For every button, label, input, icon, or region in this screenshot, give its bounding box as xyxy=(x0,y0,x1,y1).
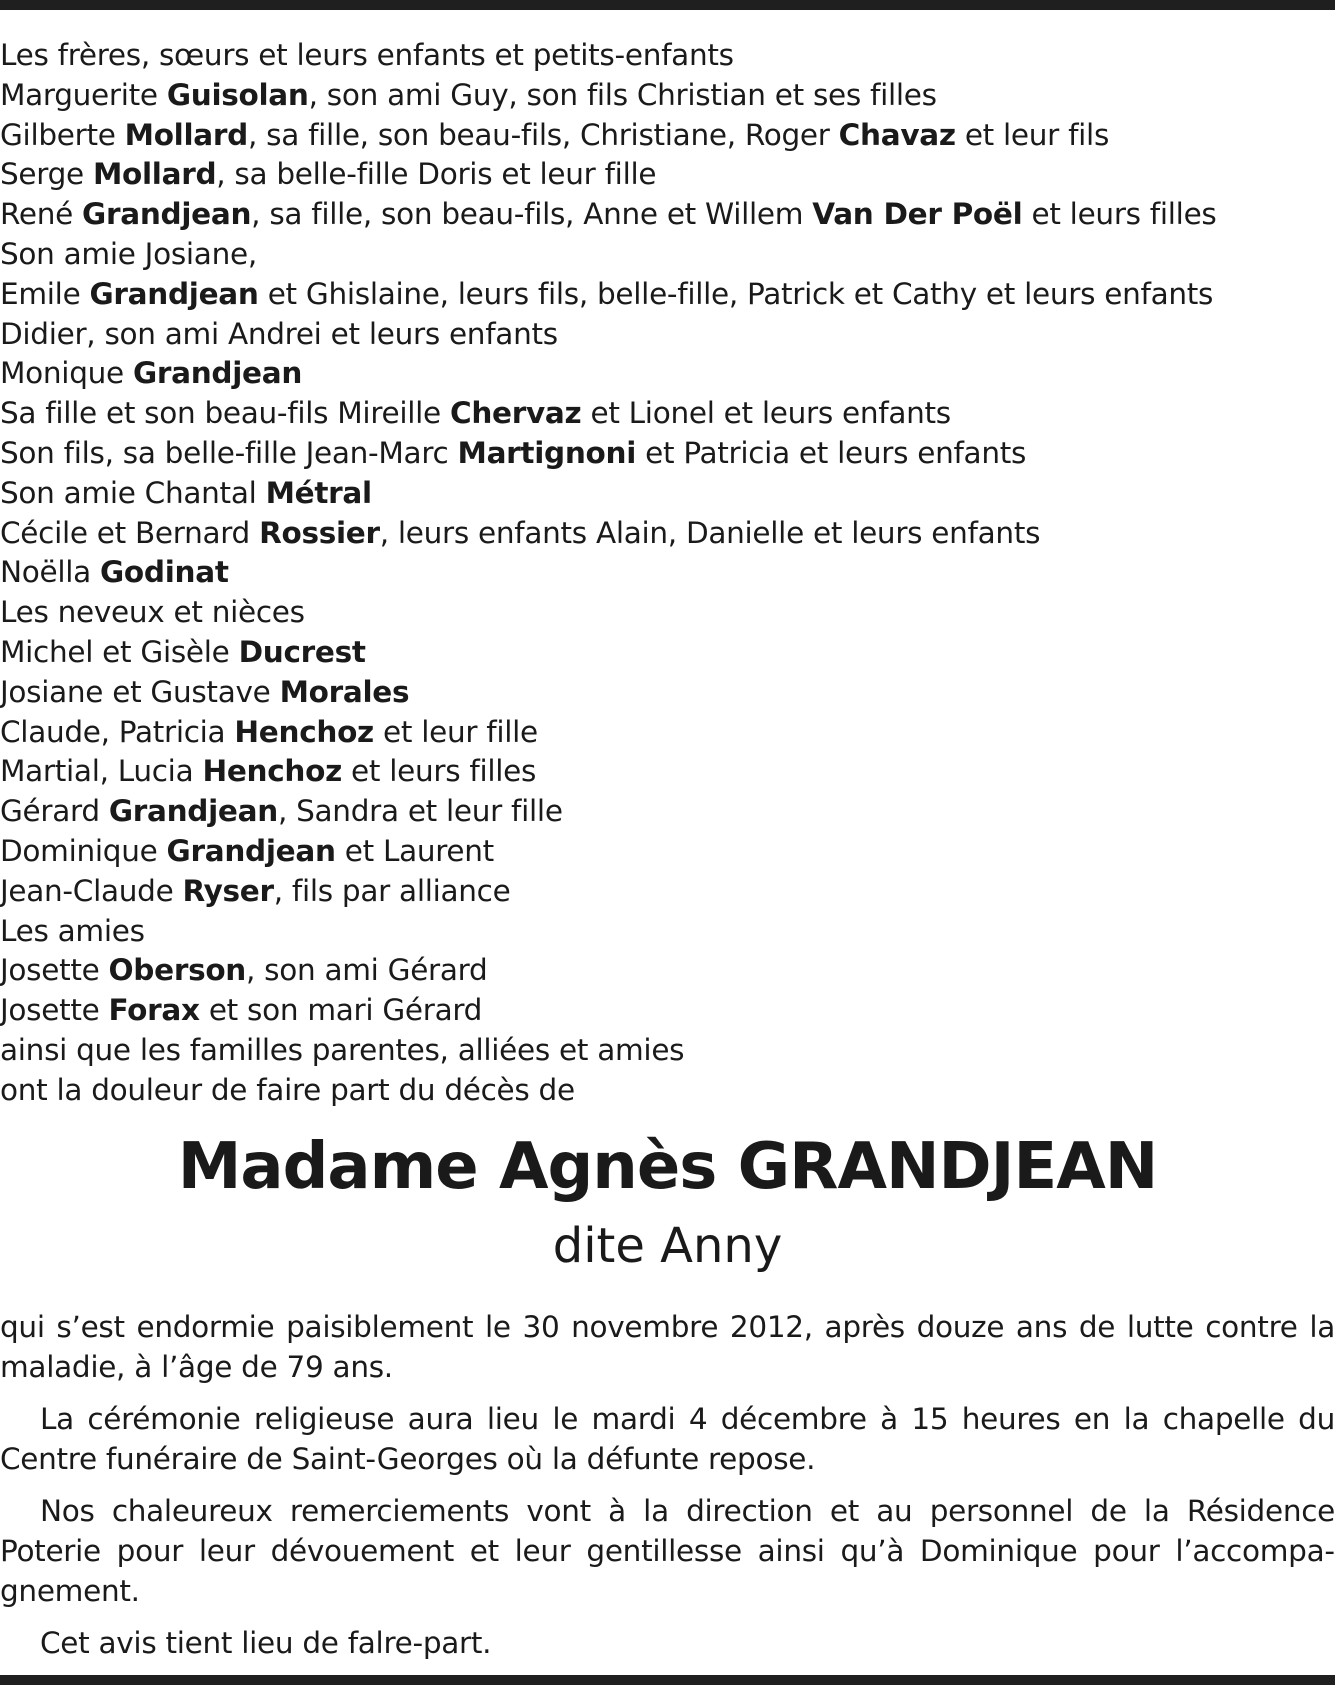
announcer-text: , son ami Guy, son fils Christian et ses filles xyxy=(308,77,937,112)
announcer-text: Marguerite xyxy=(0,77,167,112)
announcer-line xyxy=(0,1031,1335,1071)
announcer-text: Emile xyxy=(0,276,90,311)
announcer-line xyxy=(0,713,1335,753)
announcer-text: ont la douleur de faire part du décès de xyxy=(0,1072,575,1107)
announcer-line xyxy=(0,593,1335,633)
announcer-line xyxy=(0,752,1335,792)
announcer-text: Michel et Gisèle xyxy=(0,634,239,669)
ceremony-paragraph: La cérémonie religieuse aura lieu le mardi 4 décembre à 15 heures en la chapelle du Centre funéraire de Saint-Georges où la défunte repose. xyxy=(0,1401,1335,1476)
announcer-line xyxy=(0,36,1335,76)
announcer-text: et Laurent xyxy=(335,833,494,868)
family-name: Grandjean xyxy=(89,276,259,311)
announcer-text: et Patricia et leurs enfants xyxy=(636,435,1027,470)
announcer-text: Martial, Lucia xyxy=(0,754,203,789)
announcer-text: , sa fille, son beau-fils, Christiane, Roger xyxy=(247,117,839,152)
announcer-text: et leur fils xyxy=(955,117,1110,152)
announcer-line xyxy=(0,116,1335,156)
announcer-line xyxy=(0,434,1335,474)
announcer-text: Les neveux et nièces xyxy=(0,595,305,630)
family-name: Ducrest xyxy=(238,634,366,669)
announcer-line xyxy=(0,195,1335,235)
announcers-list xyxy=(0,36,1335,1111)
family-name: Oberson xyxy=(108,953,247,988)
family-name: Grandjean xyxy=(132,356,303,391)
announcer-line xyxy=(0,912,1335,952)
announcer-text: et Ghislaine, leurs fils, belle-fille, Patrick et Cathy et leurs enfants xyxy=(258,276,1214,311)
announcer-text: , son ami Gérard xyxy=(246,953,488,988)
family-name: Mollard xyxy=(124,117,248,152)
announcer-text: , sa fille, son beau-fils, Anne et Willem xyxy=(251,197,813,232)
announcer-text: Gilberte xyxy=(0,117,125,152)
announcer-line xyxy=(0,315,1335,355)
announcer-text: Claude, Patricia xyxy=(0,714,235,749)
announcer-line xyxy=(0,275,1335,315)
announcer-text: Sa fille et son beau-fils Mireille xyxy=(0,396,450,431)
announcer-text: et leurs filles xyxy=(1022,197,1217,232)
announcer-text: Les frères, sœurs et leurs enfants et petits-enfants xyxy=(0,38,734,72)
announcer-line xyxy=(0,673,1335,713)
family-name: Grandjean xyxy=(166,833,336,868)
announcer-text: Dominique xyxy=(0,833,167,868)
announcer-line xyxy=(0,951,1335,991)
family-name: Chavaz xyxy=(838,117,956,152)
announcer-text: Monique xyxy=(0,356,133,391)
announcer-text: Gérard xyxy=(0,794,109,829)
announcer-line xyxy=(0,76,1335,116)
announcer-line xyxy=(0,474,1335,514)
announcer-line xyxy=(0,872,1335,912)
announcer-text: et leur fille xyxy=(373,714,538,749)
family-name: Godinat xyxy=(100,555,229,590)
bottom-rule xyxy=(0,1675,1335,1685)
family-name: Henchoz xyxy=(234,714,374,749)
family-name: Rossier xyxy=(259,515,380,550)
announcer-line xyxy=(0,792,1335,832)
family-name: Henchoz xyxy=(202,754,342,789)
announcer-line xyxy=(0,991,1335,1031)
announcer-line xyxy=(0,633,1335,673)
announcer-line xyxy=(0,394,1335,434)
announcer-line xyxy=(0,1071,1335,1111)
announcer-line xyxy=(0,155,1335,195)
family-name: Van Der Poël xyxy=(812,197,1023,232)
family-name: Morales xyxy=(279,674,410,709)
announcer-text: ainsi que les familles parentes, alliées et amies xyxy=(0,1032,685,1067)
top-rule xyxy=(0,0,1335,10)
announcer-text: , Sandra et leur fille xyxy=(277,794,563,829)
announcer-text: , sa belle-fille Doris et leur fille xyxy=(216,157,657,192)
announcer-text: Serge xyxy=(0,157,93,192)
family-name: Ryser xyxy=(182,873,274,908)
deceased-name: Madame Agnès GRANDJEAN xyxy=(177,1129,1158,1204)
announcer-text: Josette xyxy=(0,953,109,988)
family-name: Grandjean xyxy=(82,197,252,232)
announcer-text: Son amie Chantal xyxy=(0,475,266,510)
announcer-text: Noëlla xyxy=(0,555,101,590)
announcer-text: Josiane et Gustave xyxy=(0,674,280,709)
announcer-text: Josette xyxy=(0,993,109,1028)
announcer-text: et son mari Gérard xyxy=(199,993,483,1028)
announcer-line xyxy=(0,832,1335,872)
announcer-text: René xyxy=(0,197,83,232)
announcer-text: , fils par alliance xyxy=(273,873,511,908)
announcer-line xyxy=(0,235,1335,275)
obituary-notice xyxy=(0,36,1335,1663)
announcer-text: Son amie Josiane, xyxy=(0,236,257,271)
family-name: Guisolan xyxy=(166,77,309,112)
announcer-text: Son fils, sa belle-fille Jean-Marc xyxy=(0,435,458,470)
family-name: Grandjean xyxy=(108,794,278,829)
announcer-text: Didier, son ami Andrei et leurs enfants xyxy=(0,316,558,351)
announcer-line xyxy=(0,553,1335,593)
notice-paragraph: Cet avis tient lieu de falre-part. xyxy=(40,1625,492,1660)
family-name: Métral xyxy=(265,475,372,510)
family-name: Martignoni xyxy=(457,435,637,470)
announcer-text: et Lionel et leurs enfants xyxy=(581,396,951,431)
announcer-text: Les amies xyxy=(0,913,145,948)
announcer-text: , leurs enfants Alain, Danielle et leurs enfants xyxy=(379,515,1041,550)
announcer-text: Cécile et Bernard xyxy=(0,515,260,550)
family-name: Forax xyxy=(108,993,200,1028)
family-name: Mollard xyxy=(92,157,217,192)
announcer-text: Jean-Claude xyxy=(0,873,183,908)
announcer-line xyxy=(0,354,1335,394)
announcer-text: et leurs filles xyxy=(341,754,537,789)
announcer-line xyxy=(0,514,1335,554)
family-name: Chervaz xyxy=(449,396,582,431)
death-paragraph: qui s’est endormie paisiblement le 30 novembre 2012, après douze ans de lutte contre la maladie, à l’âge de 79 ans. xyxy=(0,1309,1335,1384)
deceased-alias: dite Anny xyxy=(552,1217,783,1274)
thanks-paragraph: Nos chaleureux remerciements vont à la direction et au personnel de la Résidence Poterie pour leur dévouement et leur gentillesse ainsi qu’à Dominique pour l’accompagnement. xyxy=(0,1493,1335,1608)
